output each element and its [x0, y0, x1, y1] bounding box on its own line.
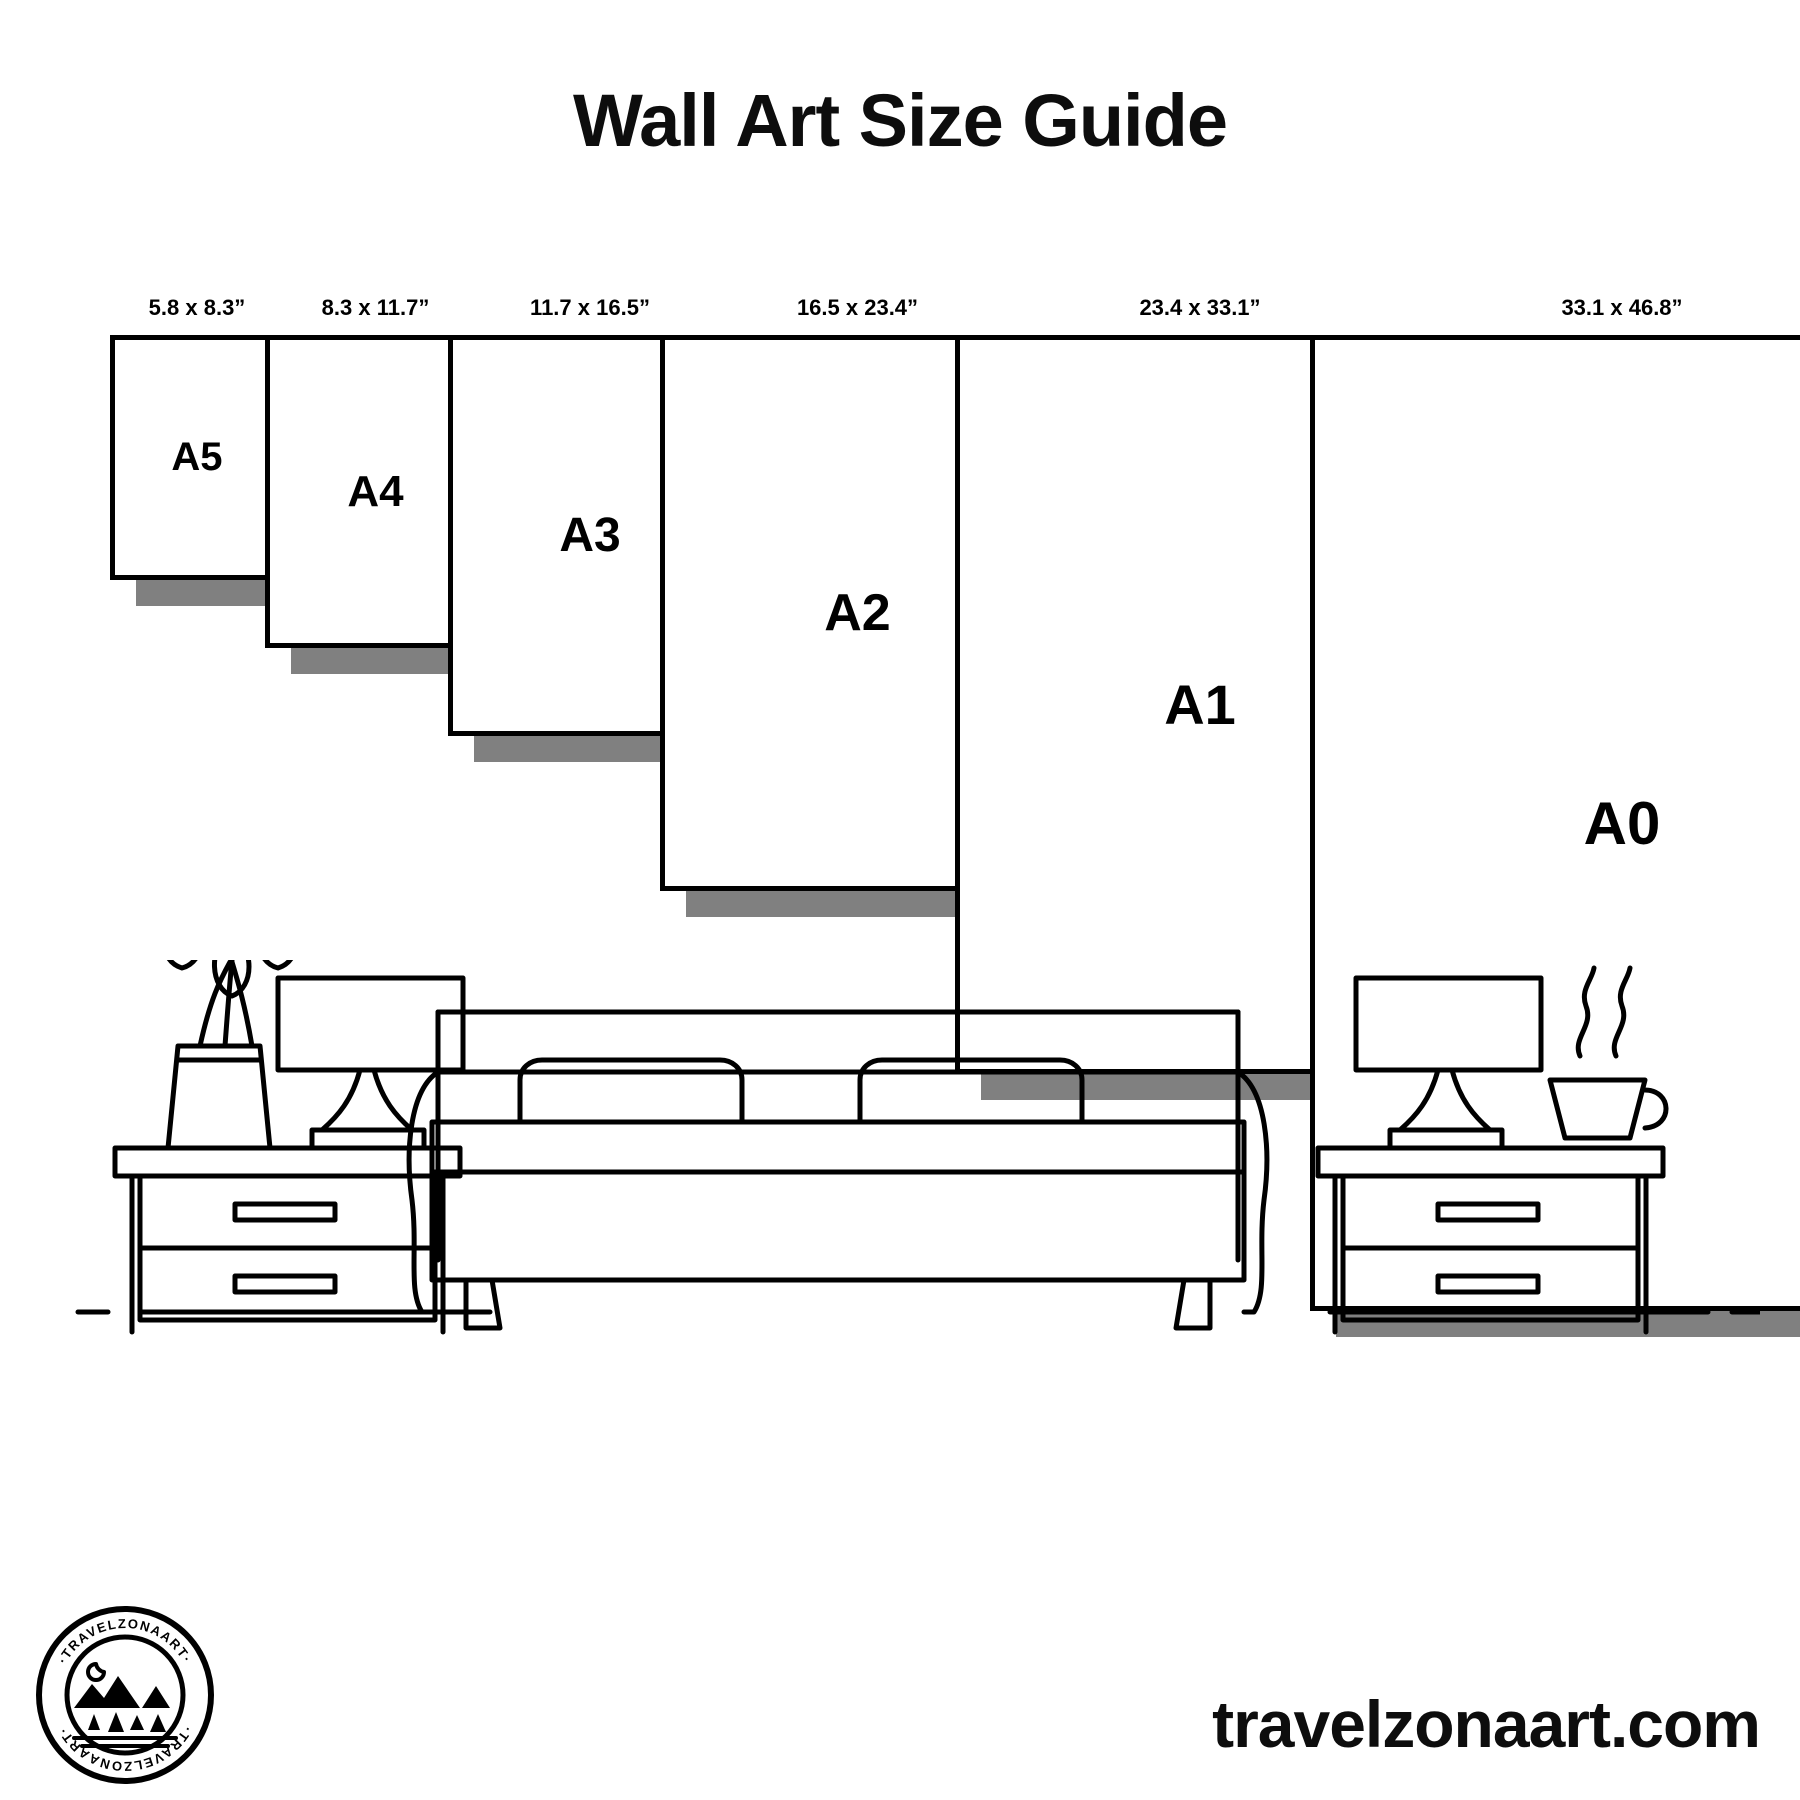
frame-dimension-label-a3: 11.7 x 16.5” — [530, 295, 650, 320]
coffee-cup — [1550, 968, 1666, 1138]
frame-dimension-label-a5: 5.8 x 8.3” — [148, 295, 246, 320]
frame-label-a0: A0 — [1583, 789, 1661, 857]
nightstand-right — [1318, 1148, 1663, 1332]
table-lamp-right — [1356, 978, 1541, 1148]
frame-label-a5: A5 — [171, 435, 223, 479]
logo-arc-text-top: ·TRAVELZONAART· — [54, 1615, 196, 1667]
frame-label-a2: A2 — [824, 584, 891, 642]
logo-arc-text-bottom: ·TRAVELZONAART· — [54, 1723, 196, 1775]
bed — [409, 1012, 1267, 1328]
logo-landscape-icon — [74, 1664, 176, 1746]
frame-a5[interactable] — [110, 335, 284, 580]
bedroom-illustration — [60, 960, 1760, 1390]
frame-dimension-label-a0: 33.1 x 46.8” — [1561, 295, 1683, 320]
frame-dimension-label-a4: 8.3 x 11.7” — [321, 295, 430, 320]
brand-logo — [30, 1600, 220, 1790]
frame-dimension-label-a1: 23.4 x 33.1” — [1139, 295, 1261, 320]
page-title: Wall Art Size Guide — [573, 79, 1227, 162]
frame-label-a1: A1 — [1164, 673, 1236, 736]
frame-label-a4: A4 — [347, 466, 404, 516]
site-url[interactable]: travelzonaart.com — [1212, 1687, 1760, 1761]
frame-label-a3: A3 — [559, 509, 621, 562]
frame-dimension-label-a2: 16.5 x 23.4” — [796, 295, 919, 320]
